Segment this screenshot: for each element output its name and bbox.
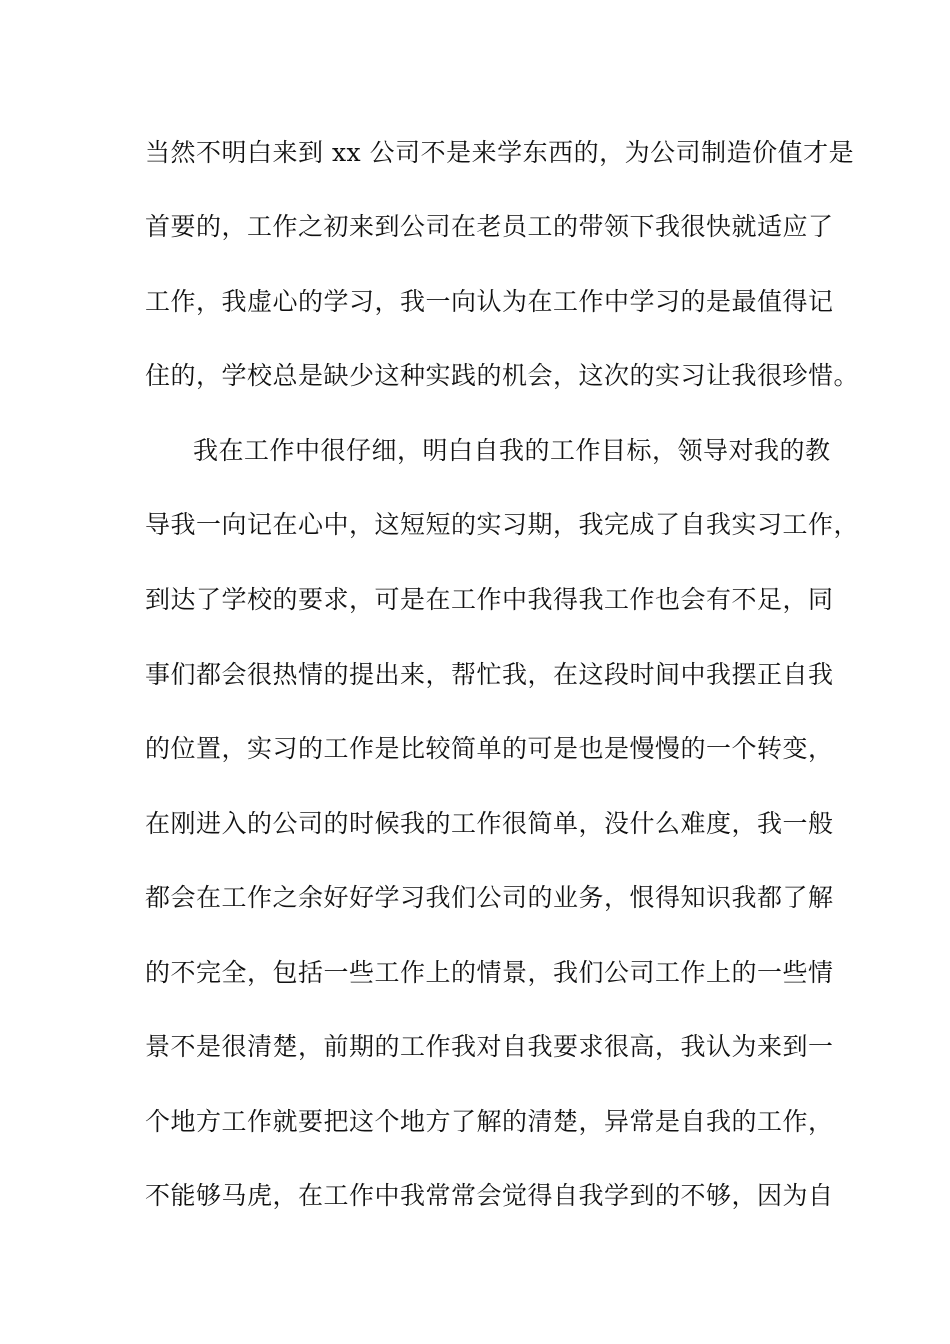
text-line: 在刚进入的公司的时候我的工作很简单，没什么难度，我一般 bbox=[145, 809, 834, 838]
text-line: 的不完全，包括一些工作上的情景，我们公司工作上的一些情 bbox=[145, 958, 834, 987]
text-line: 首要的，工作之初来到公司在老员工的带领下我很快就适应了 bbox=[145, 212, 834, 241]
paragraph-start-line: 我在工作中很仔细，明白自我的工作目标，领导对我的教 bbox=[193, 436, 831, 465]
text-line: 都会在工作之余好好学习我们公司的业务，恨得知识我都了解 bbox=[145, 883, 834, 912]
text-line: 住的，学校总是缺少这种实践的机会，这次的实习让我很珍惜。 bbox=[145, 361, 860, 390]
text-line: 个地方工作就要把这个地方了解的清楚，异常是自我的工作， bbox=[145, 1107, 834, 1136]
text-line: 的位置，实习的工作是比较简单的可是也是慢慢的一个转变， bbox=[145, 734, 834, 763]
text-line: 到达了学校的要求，可是在工作中我得我工作也会有不足，同 bbox=[145, 585, 834, 614]
text-line: 当然不明白来到 xx 公司不是来学东西的，为公司制造价值才是 bbox=[145, 138, 855, 167]
text-line: 不能够马虎，在工作中我常常会觉得自我学到的不够，因为自 bbox=[145, 1181, 834, 1210]
text-line: 工作，我虚心的学习，我一向认为在工作中学习的是最值得记 bbox=[145, 287, 834, 316]
text-line: 景不是很清楚，前期的工作我对自我要求很高，我认为来到一 bbox=[145, 1032, 834, 1061]
text-line: 导我一向记在心中，这短短的实习期，我完成了自我实习工作， bbox=[145, 510, 860, 539]
text-line: 事们都会很热情的提出来，帮忙我，在这段时间中我摆正自我 bbox=[145, 660, 834, 689]
